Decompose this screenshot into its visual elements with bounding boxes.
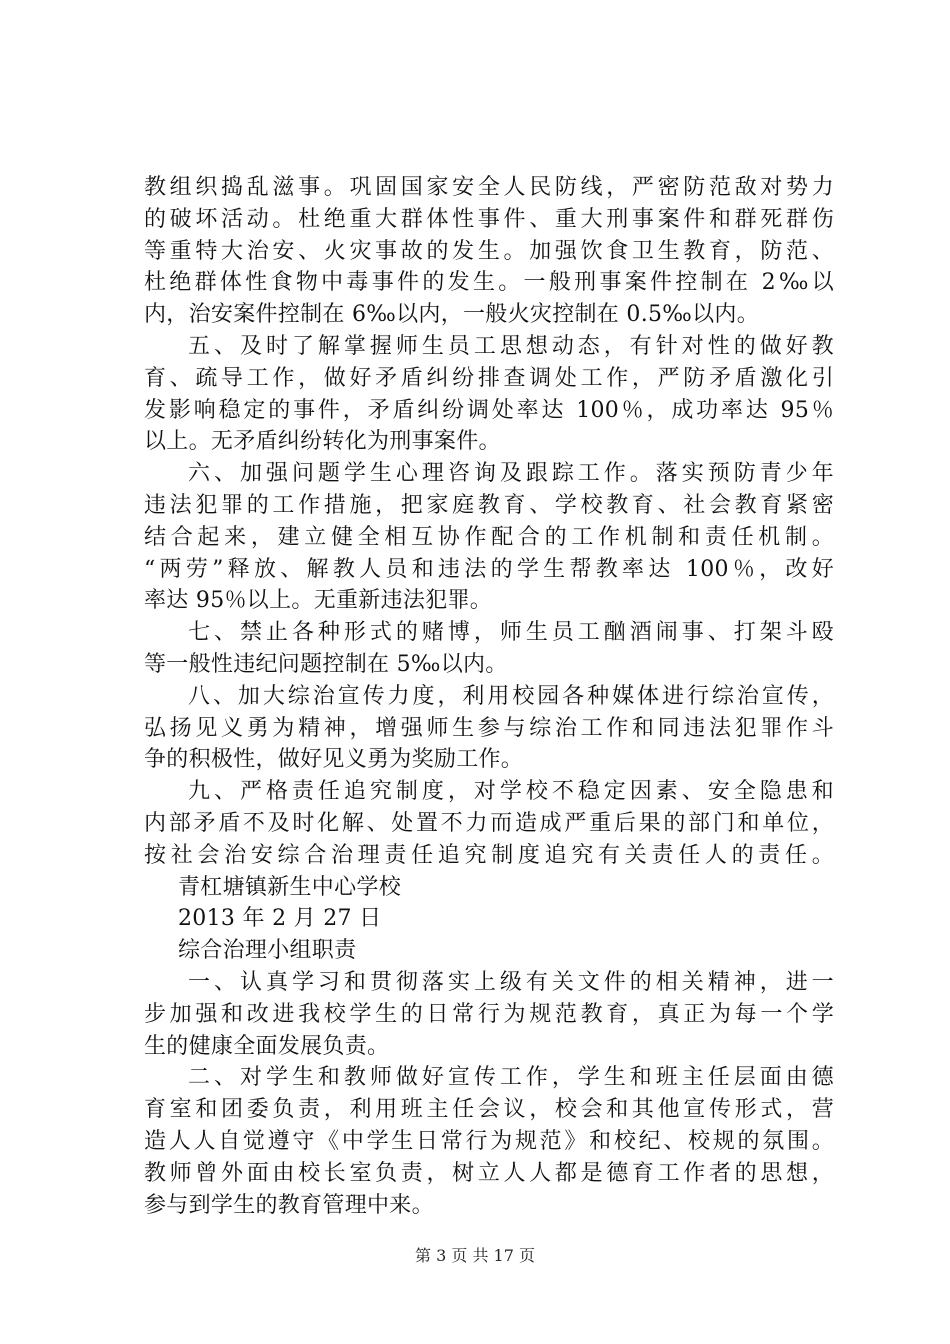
- document-date: 2013 年 2 月 27 日: [178, 906, 382, 932]
- paragraph-line: 内，治安案件控制在 6‰以内，一般火灾控制在 0.5‰以内。: [144, 302, 760, 328]
- paragraph-line: 六、加强问题学生心理咨询及跟踪工作。落实预防青少年: [188, 461, 834, 487]
- paragraph-line: 七、禁止各种形式的赌博，师生员工酗酒闹事、打架斗殴: [188, 620, 834, 646]
- paragraph-line: 造人人自觉遵守《中学生日常行为规范》和校纪、校规的氛围。: [144, 1128, 834, 1154]
- paragraph-line: 发影响稳定的事件，矛盾纠纷调处率达 100％，成功率达 95％: [144, 397, 834, 423]
- paragraph-line: 按社会治安综合治理责任追究制度追究有关责任人的责任。: [144, 842, 834, 868]
- paragraph-line: 育、疏导工作，做好矛盾纠纷排查调处工作，严防矛盾激化引: [144, 365, 834, 391]
- paragraph-line: 内部矛盾不及时化解、处置不力而造成严重后果的部门和单位，: [144, 810, 834, 836]
- paragraph-line: 五、及时了解掌握师生员工思想动态，有针对性的做好教: [188, 333, 834, 359]
- paragraph-line: “两劳”释放、解教人员和违法的学生帮教率达 100％，改好: [144, 556, 834, 582]
- paragraph-line: 二、对学生和教师做好宣传工作，学生和班主任层面由德: [188, 1065, 834, 1091]
- paragraph-line: 教组织捣乱滋事。巩固国家安全人民防线，严密防范敌对势力: [144, 175, 834, 200]
- section-heading: 综合治理小组职责: [178, 938, 357, 964]
- paragraph-line: 争的积极性，做好见义勇为奖励工作。: [144, 747, 524, 773]
- paragraph-line: 杜绝群体性食物中毒事件的发生。一般刑事案件控制在 2‰以: [144, 270, 834, 296]
- paragraph-line: 以上。无矛盾纠纷转化为刑事案件。: [144, 429, 501, 455]
- paragraph-line: 参与到学生的教育管理中来。: [144, 1192, 434, 1218]
- paragraph-line: 等重特大治安、火灾事故的发生。加强饮食卫生教育，防范、: [144, 238, 834, 264]
- paragraph-line: 结合起来，建立健全相互协作配合的工作机制和责任机制。: [144, 524, 834, 550]
- paragraph-line: 等一般性违纪问题控制在 5‰以内。: [144, 651, 508, 677]
- paragraph-line: 一、认真学习和贯彻落实上级有关文件的相关精神，进一: [188, 969, 834, 995]
- document-body: [144, 172, 834, 1221]
- paragraph-line: 违法犯罪的工作措施，把家庭教育、学校教育、社会教育紧密: [144, 492, 834, 518]
- paragraph-line: 步加强和改进我校学生的日常行为规范教育，真正为每一个学: [144, 1001, 834, 1027]
- paragraph-line: 的破坏活动。杜绝重大群体性事件、重大刑事案件和群死群伤: [144, 206, 834, 232]
- paragraph-line: 教师曾外面由校长室负责，树立人人都是德育工作者的思想，: [144, 1160, 834, 1186]
- paragraph-line: 弘扬见义勇为精神，增强师生参与综治工作和同违法犯罪作斗: [144, 715, 834, 741]
- paragraph-line: 八、加大综治宣传力度，利用校园各种媒体进行综治宣传，: [188, 683, 834, 709]
- page-number-footer: 第 3 页 共 17 页: [415, 1246, 535, 1265]
- paragraph-line: 九、严格责任追究制度，对学校不稳定因素、安全隐患和: [188, 779, 834, 805]
- paragraph-line: 生的健康全面发展负责。: [144, 1033, 390, 1059]
- school-name: 青杠塘镇新生中心学校: [178, 874, 402, 900]
- paragraph-line: 率达 95％以上。无重新违法犯罪。: [144, 588, 493, 614]
- paragraph-line: 育室和团委负责，利用班主任会议，校会和其他宣传形式，营: [144, 1097, 834, 1123]
